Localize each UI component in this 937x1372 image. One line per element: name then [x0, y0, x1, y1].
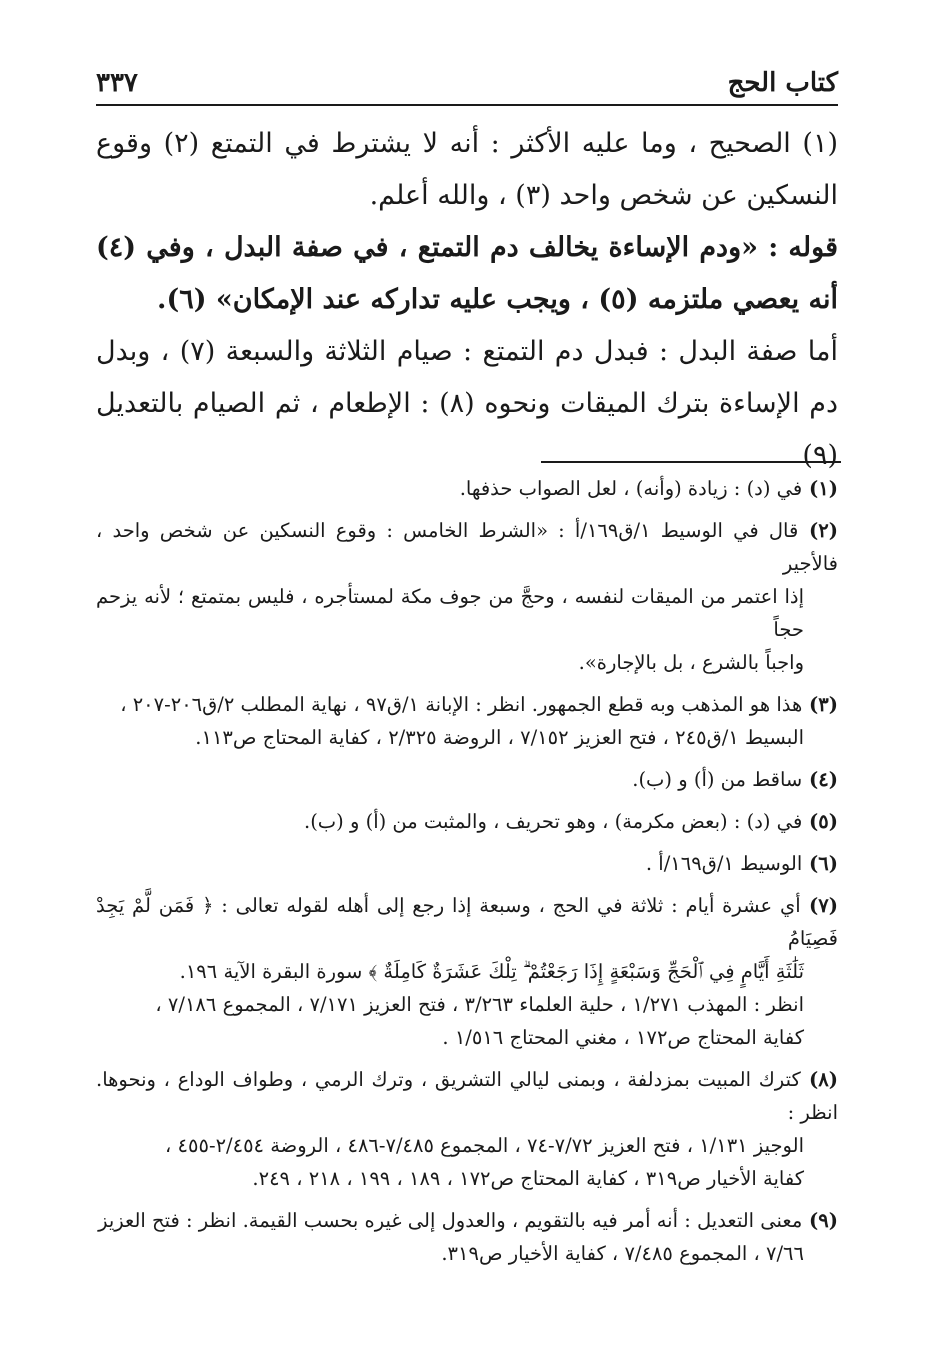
footnote-5 — [96, 805, 838, 838]
footnote-number: (٤) — [802, 768, 838, 791]
main-text — [96, 118, 838, 482]
footnote-line: البسيط ١/ق٢٤٥ ، فتح العزيز ٧/١٥٢ ، الروضة ٢/٣٢٥ ، كفاية المحتاج ص١١٣. — [195, 726, 804, 749]
footnote-number: (٣) — [802, 693, 838, 716]
footnote-number: (١) — [802, 477, 838, 500]
page-number: ٣٣٧ — [96, 68, 138, 98]
footnote-number: (٧) — [800, 894, 838, 917]
footnote-line: كفاية الأخيار ص٣١٩ ، كفاية المحتاج ص١٧٢ ، ١٨٩ ، ١٩٩ ، ٢١٨ ، ٢٤٩. — [252, 1167, 804, 1190]
running-title: كتاب الحج — [727, 68, 838, 98]
footnote-number: (٢) — [798, 519, 838, 542]
footnote-3 — [96, 688, 838, 754]
footnote-2 — [96, 514, 838, 679]
footnote-line: هذا هو المذهب وبه قطع الجمهور. انظر : الإبانة ١/ق٩٧ ، نهاية المطلب ٢/ق٢٠٦-٢٠٧ ، — [120, 693, 803, 716]
footnote-line: انظر : المهذب ١/٢٧١ ، حلية العلماء ٣/٢٦٣ ، فتح العزيز ٧/١٧١ ، المجموع ٧/١٨٦ ، — [155, 993, 804, 1016]
page-header — [96, 62, 838, 106]
footnote-line: الوجيز ١/١٣١ ، فتح العزيز ٧/٧٢-٧٤ ، المجموع ٧/٤٨٥-٤٨٦ ، الروضة ٢/٤٥٤-٤٥٥ ، — [165, 1134, 804, 1157]
footnote-line: كترك المبيت بمزدلفة ، وبمنى ليالي التشريق ، وترك الرمي ، وطواف الوداع ، ونحوها. انظر : — [96, 1068, 838, 1124]
footnote-line: أي عشرة أيام : ثلاثة في الحج ، وسبعة إذا رجع إلى أهله لقوله تعالى : ﴿ فَمَن لَّمْ يَجِدْ فَصِيَامُ — [96, 894, 838, 950]
footnote-number: (٩) — [802, 1209, 838, 1232]
footnote-8 — [96, 1063, 838, 1195]
main-paragraph-3: أما صفة البدل : فبدل دم التمتع : صيام الثلاثة والسبعة (٧) ، وبدل دم الإساءة بترك الميقات ونحوه (٨) : الإطعام ، ثم الصيام بالتعديل (٩) — [96, 336, 838, 471]
footnote-line: ثَلَٰثَةِ أَيَّامٍ فِي ٱلْحَجِّ وَسَبْعَةٍ إِذَا رَجَعْتُمْ ۗ تِلْكَ عَشَرَةٌ كَامِلَةٌ ﴾ سورة البقرة الآية ١٩٦. — [179, 960, 804, 983]
footnote-separator — [541, 461, 841, 463]
footnote-9 — [96, 1204, 838, 1270]
footnote-number: (٦) — [802, 852, 838, 875]
footnote-line: في (د) : (بعض مكرمة) ، وهو تحريف ، والمثبت من (أ) و (ب). — [304, 810, 803, 833]
footnote-line: ٧/٦٦ ، المجموع ٧/٤٨٥ ، كفاية الأخيار ص٣١٩. — [441, 1242, 804, 1265]
footnote-7 — [96, 889, 838, 1054]
footnote-line: قال في الوسيط ١/ق١٦٩/أ : «الشرط الخامس : وقوع النسكين عن شخص واحد ، فالأجير — [96, 519, 838, 575]
footnote-number: (٥) — [802, 810, 838, 833]
footnote-line: في (د) : زيادة (وأنه) ، لعل الصواب حذفها. — [459, 477, 803, 500]
footnote-line: كفاية المحتاج ص١٧٢ ، مغني المحتاج ١/٥١٦ . — [442, 1026, 804, 1049]
main-paragraph-1: (١) الصحيح ، وما عليه الأكثر : أنه لا يشترط في التمتع (٢) وقوع النسكين عن شخص واحد (٣) ، والله أعلم. — [96, 128, 838, 211]
footnotes — [96, 472, 838, 1279]
footnote-4 — [96, 763, 838, 796]
footnote-6 — [96, 847, 838, 880]
footnote-line: الوسيط ١/ق١٦٩/أ . — [645, 852, 803, 875]
main-paragraph-quote: قوله : «ودم الإساءة يخالف دم التمتع ، في صفة البدل ، وفي (٤) أنه يعصي ملتزمه (٥) ، ويجب عليه تداركه عند الإمكان» (٦). — [96, 232, 838, 315]
footnote-number: (٨) — [800, 1068, 838, 1091]
footnote-line: واجباً بالشرع ، بل بالإجارة». — [578, 651, 804, 674]
footnote-line: إذا اعتمر من الميقات لنفسه ، وحجَّ من جوف مكة لمستأجره ، فليس بمتمتع ؛ لأنه يزحم حجاً — [96, 585, 804, 641]
footnote-1 — [96, 472, 838, 505]
footnote-line: ساقط من (أ) و (ب). — [632, 768, 803, 791]
footnote-line: معنى التعديل : أنه أمر فيه بالتقويم ، والعدول إلى غيره بحسب القيمة. انظر : فتح العزيز — [98, 1209, 803, 1232]
